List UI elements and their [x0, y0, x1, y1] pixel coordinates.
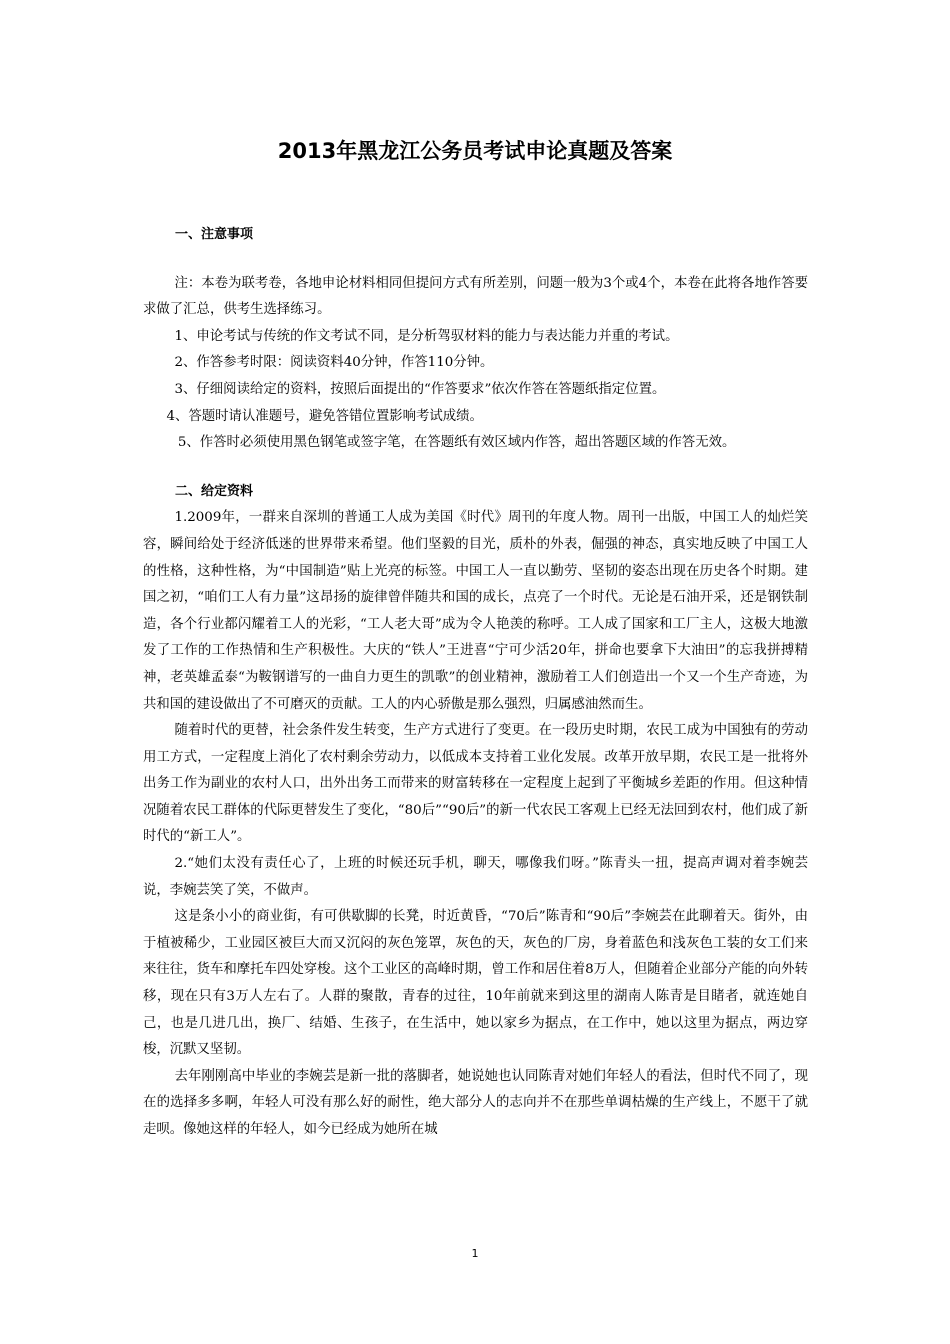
document-body — [143, 222, 808, 1144]
document-title: 2013年黑龙江公务员考试申论真题及答案 — [277, 139, 673, 163]
material-paragraph-3: 2.“她们太没有责任心了，上班的时候还玩手机，聊天，哪像我们呀。”陈青头一扭，提高声调对着李婉芸说，李婉芸笑了笑，不做声。 — [143, 856, 808, 898]
section-heading-notes: 一、注意事项 — [175, 227, 254, 242]
notes-item-4: 4、答题时请认准题号，避免答错位置影响考试成绩。 — [166, 408, 483, 424]
material-paragraph-5: 去年刚刚高中毕业的李婉芸是新一批的落脚者，她说她也认同陈青对她们年轻人的看法，但时代不同了，现在的选择多多啊，年轻人可没有那么好的耐性，绝大部分人的志向并不在那些单调枯燥的生产线上，不愿干了就走呗。像她这样的年轻人，如今已经成为她所在城 — [143, 1068, 808, 1137]
section-heading-materials: 二、给定资料 — [175, 483, 254, 499]
notes-item-5: 5、作答时必须使用黑色钢笔或签字笔，在答题纸有效区域内作答，超出答题区域的作答无效。 — [177, 435, 736, 451]
notes-intro-paragraph: 注：本卷为联考卷，各地申论材料相同但提问方式有所差别，问题一般为3个或4个，本卷在此将各地作答要求做了汇总，供考生选择练习。 — [143, 275, 808, 318]
notes-item-3: 3、仔细阅读给定的资料，按照后面提出的“作答要求”依次作答在答题纸指定位置。 — [174, 381, 666, 397]
material-paragraph-4: 这是条小小的商业街，有可供歇脚的长凳，时近黄昏，“70后”陈青和“90后”李婉芸在此聊着天。街外，由于植被稀少，工业园区被巨大而又沉闷的灰色笼罩，灰色的天，灰色的厂房，身着蓝色和浅灰色工装的女工们来来往往，货车和摩托车四处穿梭。这个工业区的高峰时期，曾工作和居住着8万人，但随着企业部分产能的向外转移，现在只有3万人左右了。人群的聚散，青春的过往，10年前就来到这里的湖南人陈青是目睹者，就连她自己，也是几进几出，换厂、结婚、生孩子，在生活中，她以家乡为据点，在工作中，她以这里为据点，两边穿梭，沉默又坚韧。 — [143, 909, 808, 1058]
material-paragraph-1: 1.2009年，一群来自深圳的普通工人成为美国《时代》周刊的年度人物。周刊一出版，中国工人的灿烂笑容，瞬间给处于经济低迷的世界带来希望。他们坚毅的目光，质朴的外表，倔强的神态，真实地反映了中国工人的性格，这种性格，为“中国制造”贴上光亮的标签。中国工人一直以勤劳、坚韧的姿态出现在历史各个时期。建国之初，“咱们工人有力量”这昂扬的旋律曾伴随共和国的成长，点亮了一个时代。无论是石油开采，还是钢铁制造，各个行业都闪耀着工人的光彩，“工人老大哥”成为令人艳羡的称呼。工人成了国家和工厂主人，这极大地激发了工作的工作热情和生产积极性。大庆的“铁人”王进喜“宁可少活20年，拼命也要拿下大油田”的忘我拼搏精神，老英雄孟泰“为鞍钢谱写的一曲自力更生的凯歌”的创业精神，激励着工人们创造出一个又一个生产奇迹，为共和国的建设做出了不可磨灭的贡献。工人的内心骄傲是那么强烈，归属感油然而生。 — [143, 510, 808, 712]
material-paragraph-2: 随着时代的更替，社会条件发生转变，生产方式进行了变更。在一段历史时期，农民工成为中国独有的劳动用工方式，一定程度上消化了农村剩余劳动力，以低成本支持着工业化发展。改革开放早期，农民工是一批将外出务工作为副业的农村人口，出外出务工而带来的财富转移在一定程度上起到了平衡城乡差距的作用。但这种情况随着农民工群体的代际更替发生了变化，“80后”“90后”的新一代农民工客观上已经无法回到农村，他们成了新时代的“新工人”。 — [143, 723, 808, 845]
notes-item-1: 1、申论考试与传统的作文考试不同，是分析驾驭材料的能力与表达能力并重的考试。 — [174, 328, 679, 344]
page-number: 1 — [471, 1247, 479, 1260]
notes-item-2: 2、作答参考时限：阅读资料40分钟，作答110分钟。 — [174, 355, 494, 371]
